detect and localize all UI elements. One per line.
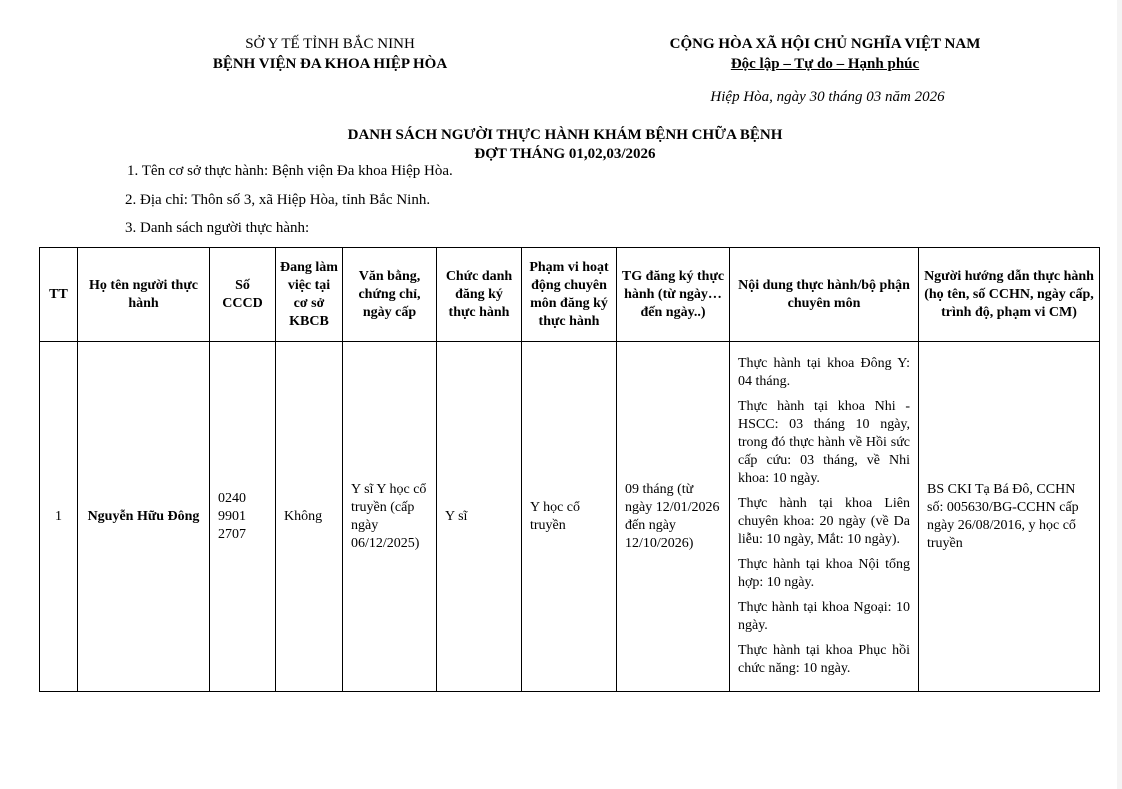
col-header-content: Nội dung thực hành/bộ phận chuyên môn	[730, 248, 919, 342]
table-row	[40, 342, 1100, 692]
cell-scope: Y học cổ truyền	[522, 342, 617, 692]
info-address: 2. Địa chỉ: Thôn số 3, xã Hiệp Hòa, tỉnh Bắc Ninh.	[125, 192, 431, 208]
cell-name: Nguyễn Hữu Đông	[78, 342, 210, 692]
col-header-scope: Phạm vi hoạt động chuyên môn đăng ký thực hành	[522, 248, 617, 342]
content-item: Thực hành tại khoa Nội tổng hợp: 10 ngày.	[738, 557, 910, 590]
cell-working: Không	[276, 342, 343, 692]
content-item: Thực hành tại khoa Ngoại: 10 ngày.	[738, 600, 910, 633]
col-header-degree: Văn bằng, chứng chỉ, ngày cấp	[343, 248, 437, 342]
cell-duration: 09 tháng (từ ngày 12/01/2026 đến ngày 12/10/2026)	[617, 342, 730, 692]
col-header-duration: TG đăng ký thực hành (từ ngày…đến ngày..)	[617, 248, 730, 342]
col-header-name: Họ tên người thực hành	[78, 248, 210, 342]
org-parent: SỞ Y TẾ TỈNH BẮC NINH	[245, 36, 415, 52]
info-facility: 1. Tên cơ sở thực hành: Bệnh viện Đa khoa Hiệp Hòa.	[127, 163, 453, 179]
title-line-1: DANH SÁCH NGƯỜI THỰC HÀNH KHÁM BỆNH CHỮA BỆNH	[347, 127, 783, 143]
table-header-row	[40, 248, 1100, 342]
cell-cccd: 0240 9901 2707	[210, 342, 276, 692]
cell-degree: Y sĩ Y học cổ truyền (cấp ngày 06/12/2025)	[343, 342, 437, 692]
date-line: Hiệp Hòa, ngày 30 tháng 03 năm 2026	[710, 89, 945, 105]
header-left	[190, 34, 470, 74]
practitioner-table	[39, 247, 1100, 692]
col-header-supervisor: Người hướng dẫn thực hành (họ tên, số CCHN, ngày cấp, trình độ, phạm vi CM)	[919, 248, 1100, 342]
country-name: CỘNG HÒA XÃ HỘI CHỦ NGHĨA VIỆT NAM	[669, 36, 981, 52]
title-line-2: ĐỢT THÁNG 01,02,03/2026	[474, 146, 656, 162]
content-item: Thực hành tại khoa Nhi - HSCC: 03 tháng 10 ngày, trong đó thực hành về Hồi sức cấp cứu: 03 tháng, về Nhi khoa: 10 ngày.	[738, 399, 910, 486]
cell-title: Y sĩ	[437, 342, 522, 692]
header-right	[630, 34, 1020, 74]
col-header-tt: TT	[40, 248, 78, 342]
cell-tt: 1	[40, 342, 78, 692]
motto: Độc lập – Tự do – Hạnh phúc	[730, 56, 920, 72]
content-item: Thực hành tại khoa Liên chuyên khoa: 20 ngày (về Da liễu: 10 ngày, Mắt: 10 ngày).	[738, 496, 910, 547]
col-header-working: Đang làm việc tại cơ sở KBCB	[276, 248, 343, 342]
content-item: Thực hành tại khoa Đông Y: 04 tháng.	[738, 356, 910, 389]
info-list-label: 3. Danh sách người thực hành:	[125, 220, 310, 236]
cell-supervisor: BS CKI Tạ Bá Đô, CCHN số: 005630/BG-CCHN cấp ngày 26/08/2016, y học cổ truyền	[919, 342, 1100, 692]
document-title	[240, 126, 890, 164]
col-header-cccd: Số CCCD	[210, 248, 276, 342]
content-item: Thực hành tại khoa Phục hồi chức năng: 10 ngày.	[738, 643, 910, 676]
org-name: BỆNH VIỆN ĐA KHOA HIỆP HÒA	[212, 56, 448, 72]
col-header-title: Chức danh đăng ký thực hành	[437, 248, 522, 342]
cell-content	[730, 342, 919, 692]
